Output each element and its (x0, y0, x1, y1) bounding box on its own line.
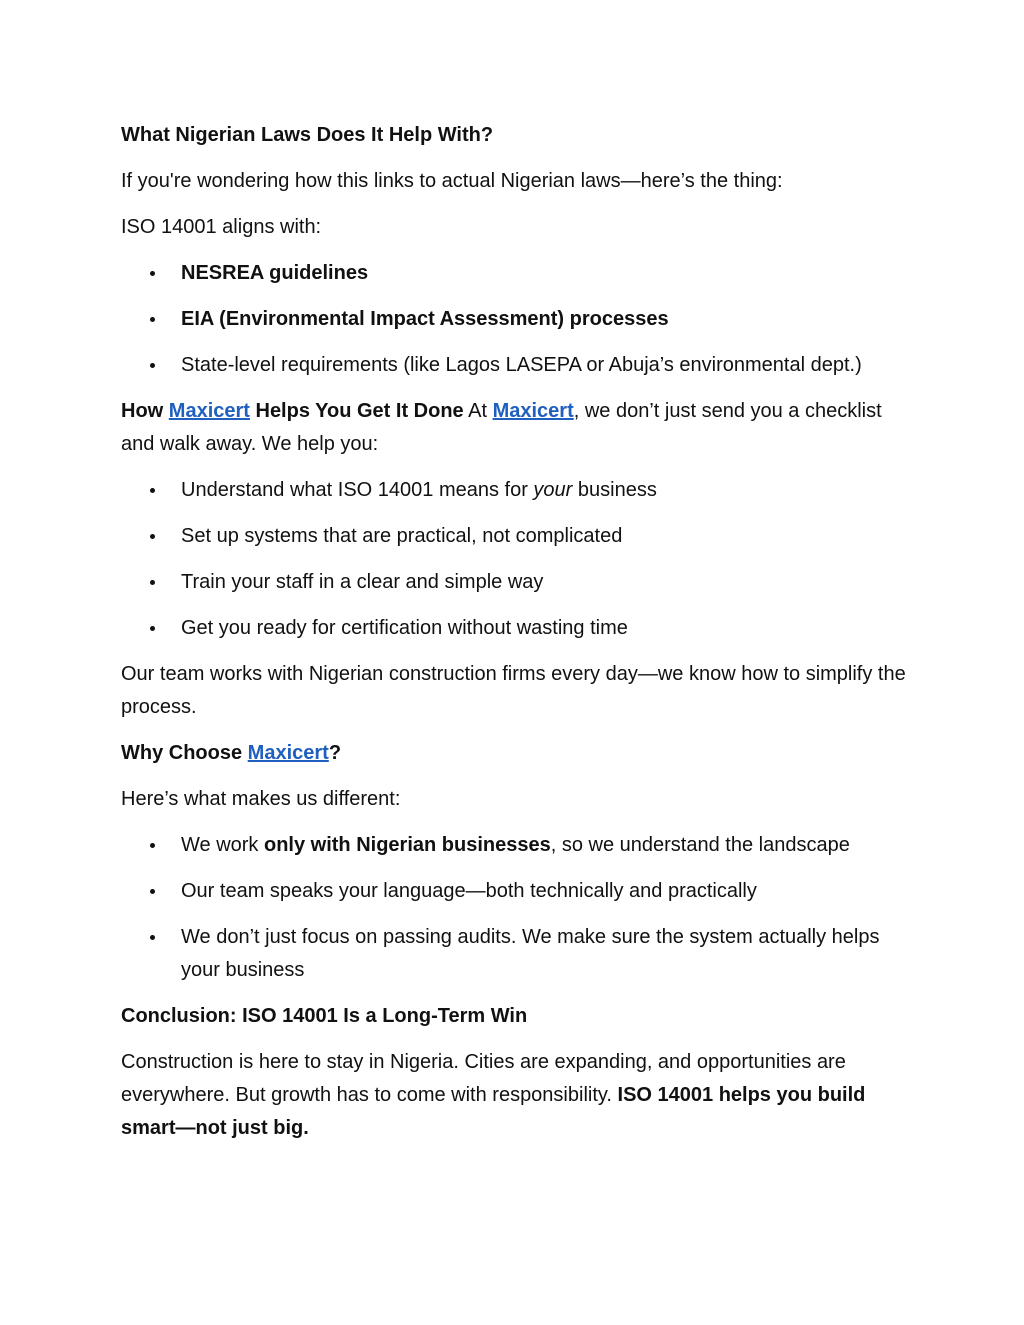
list-item: Understand what ISO 14001 means for your business (181, 474, 911, 507)
conclusion-paragraph: Construction is here to stay in Nigeria. Cities are expanding, and opportunities are everywhere. But growth has to come with responsibility. ISO 14001 helps you build smart—not just big. (121, 1051, 866, 1139)
list-item: EIA (Environmental Impact Assessment) processes (181, 303, 911, 336)
conclusion-heading: Conclusion: ISO 14001 Is a Long-Term Win (121, 1005, 528, 1027)
team-paragraph: Our team works with Nigerian construction firms every day—we know how to simplify the process. (121, 663, 906, 718)
list-item: Set up systems that are practical, not complicated (181, 520, 911, 553)
laws-heading: What Nigerian Laws Does It Help With? (121, 124, 494, 146)
maxicert-link[interactable]: Maxicert (492, 400, 574, 422)
how-heading: How Maxicert Helps You Get It Done (121, 400, 464, 422)
list-item: State-level requirements (like Lagos LASEPA or Abuja’s environmental dept.) (181, 349, 911, 382)
list-item: Our team speaks your language—both technically and practically (181, 875, 911, 908)
list-item: Get you ready for certification without wasting time (181, 612, 911, 645)
maxicert-link[interactable]: Maxicert (168, 400, 250, 422)
laws-aligns: ISO 14001 aligns with: (121, 216, 322, 238)
maxicert-link[interactable]: Maxicert (247, 742, 329, 764)
document-body (121, 119, 911, 1158)
why-heading: Why Choose Maxicert? (121, 742, 342, 764)
why-intro: Here’s what makes us different: (121, 788, 401, 810)
laws-list (121, 257, 911, 382)
laws-intro: If you're wondering how this links to actual Nigerian laws—here’s the thing: (121, 170, 783, 192)
list-item: NESREA guidelines (181, 257, 911, 290)
list-item: We work only with Nigerian businesses, so we understand the landscape (181, 829, 911, 862)
how-list (121, 474, 911, 645)
why-list (121, 829, 911, 987)
how-paragraph: How Maxicert Helps You Get It Done At Maxicert, we don’t just send you a checklist and walk away. We help you: (121, 400, 882, 455)
list-item: We don’t just focus on passing audits. We make sure the system actually helps your business (181, 921, 911, 987)
list-item: Train your staff in a clear and simple way (181, 566, 911, 599)
